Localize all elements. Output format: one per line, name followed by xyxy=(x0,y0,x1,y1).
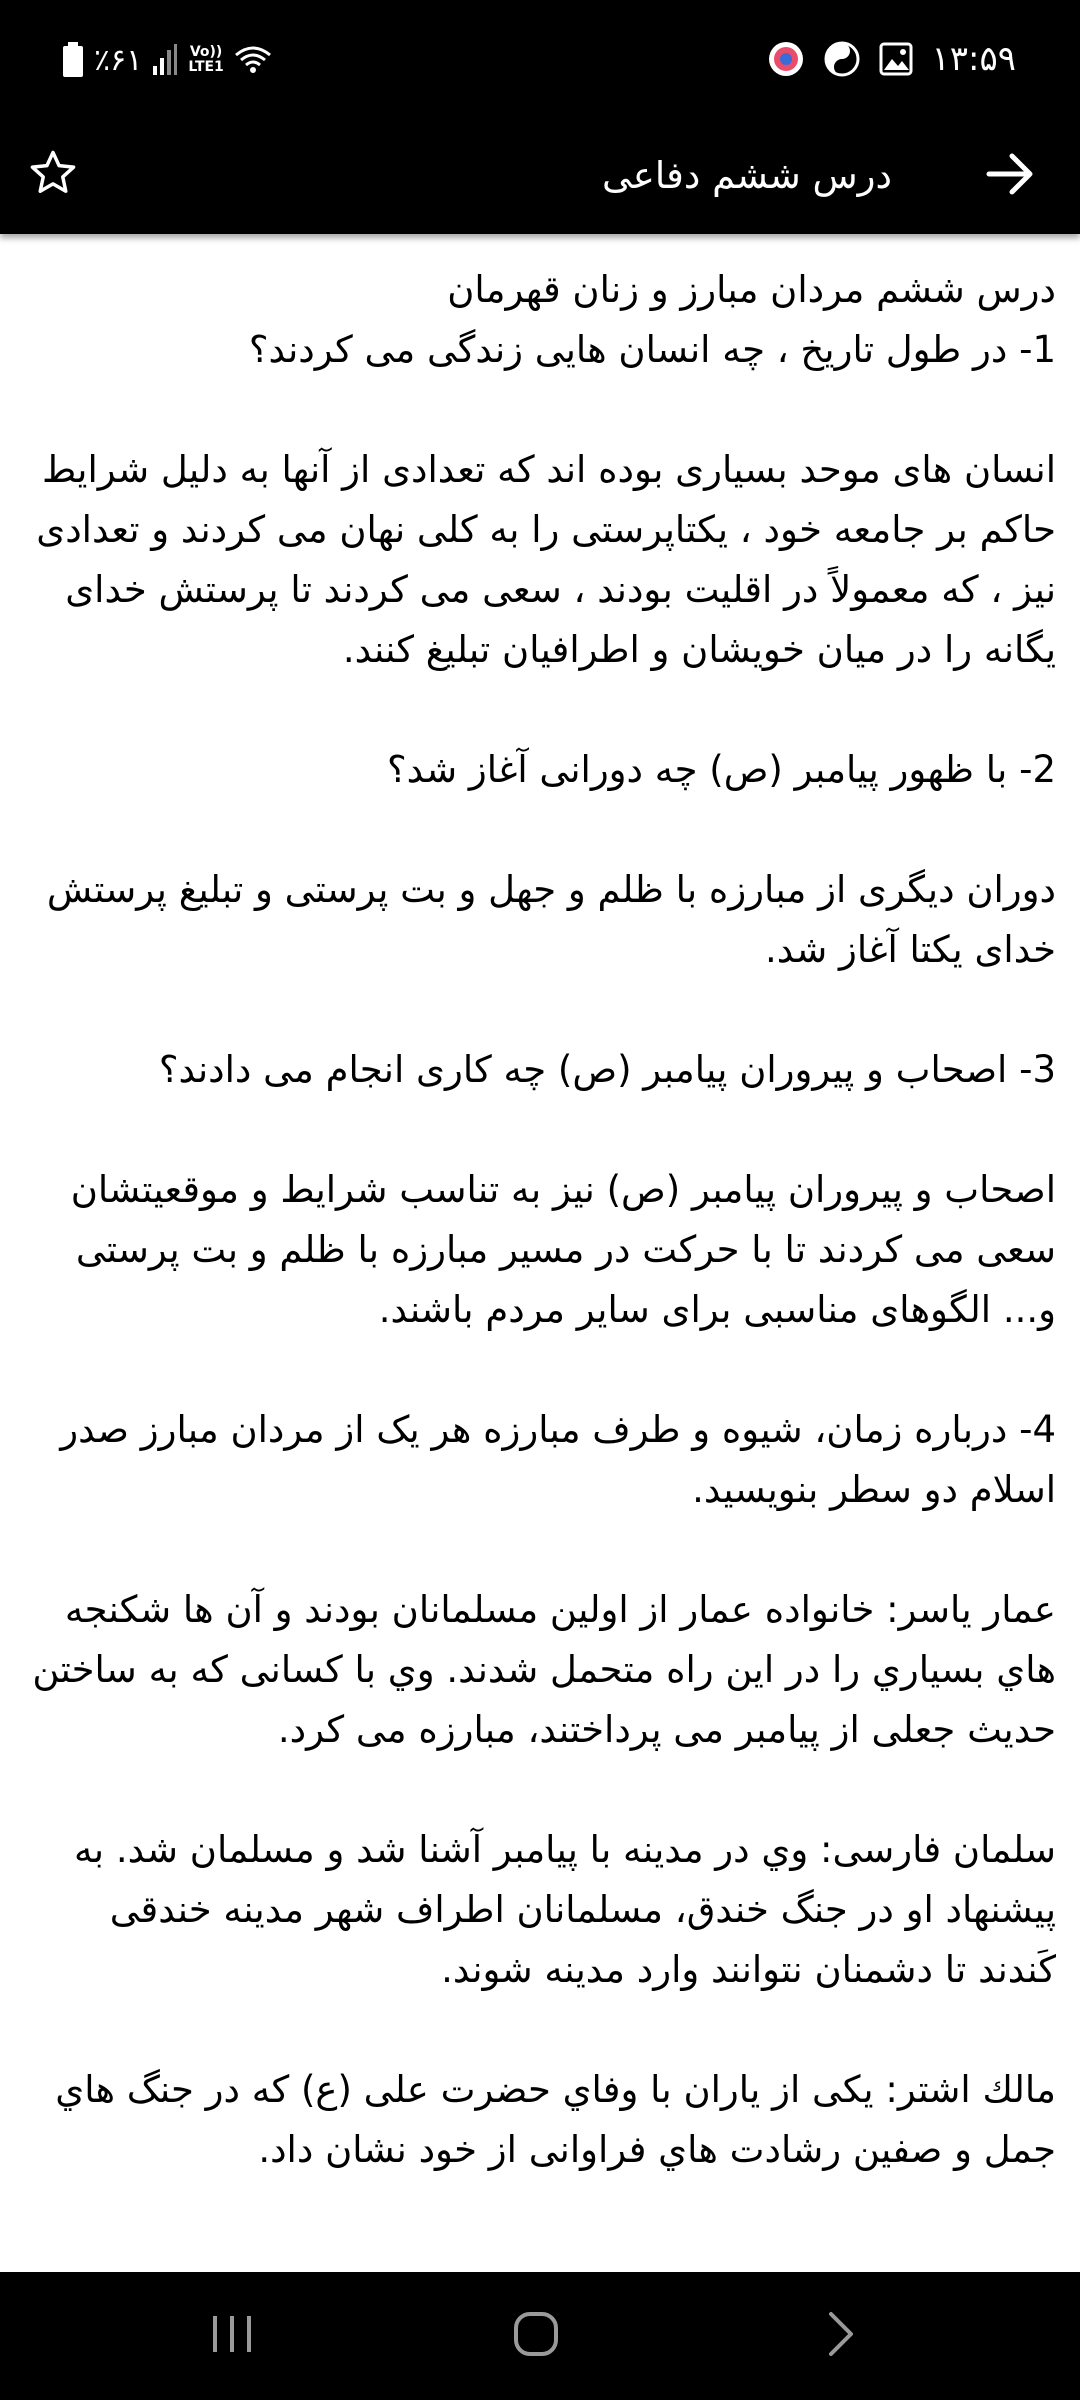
status-right-group xyxy=(767,34,1016,84)
network-label-bottom: LTE1 xyxy=(188,59,224,75)
back-chevron-icon xyxy=(823,2310,857,2362)
spacer xyxy=(22,1340,1056,1400)
recents-icon xyxy=(207,2312,257,2360)
network-label-top: Vo)) xyxy=(189,44,223,60)
vpn-icon xyxy=(823,40,861,78)
answer-3: اصحاب و پیروران پیامبر (ص) نیز به تناسب شرایط و موقعیتشان سعی می کردند تا با حرکت در مسیر مبارزه با ظلم و بت پرستی و... الگوهای مناسبی برای سایر مردم باشند. xyxy=(70,1168,1056,1331)
app-bar xyxy=(0,118,1080,234)
answer-4-salman: سلمان فارسی: وي در مدينه با پيامبر آشنا شد و مسلمان شد. به پيشنهاد او در جنگ خندق، مسلمانان اطراف شهر مدينه خندقی كَندند تا دشمنان نتوانند وارد مدينه شوند. xyxy=(73,1828,1056,1991)
app-notification-icon xyxy=(767,40,805,78)
lesson-heading: درس ششم مردان مبارز و زنان قهرمان xyxy=(447,268,1056,311)
image-icon xyxy=(879,42,913,76)
answer-4-malik: مالك اشتر: يكی از ياران با وفاي حضرت علی (ع) كه در جنگ هاي جمل و صفين رشادت هاي فراوانی از خود نشان داد. xyxy=(55,2068,1056,2171)
answer-1: انسان های موحد بسیاری بوده اند که تعدادی از آنها به دلیل شرایط حاکم بر جامعه خود ، یکتاپرستی را به کلی نهان می کردند و تعدادی نیز ، که معمولاً در اقلیت بودند ، سعی می کردند تا پرستش خدای یگانه را در میان خویشان و اطرافیان تبلیغ کنند. xyxy=(36,448,1056,671)
spacer xyxy=(22,1100,1056,1160)
spacer xyxy=(22,800,1056,860)
status-bar xyxy=(0,0,1080,118)
back-button[interactable] xyxy=(980,146,1040,206)
system-nav-bar xyxy=(0,2272,1080,2400)
question-2: 2- با ظهور پیامبر (ص) چه دورانی آغاز شد؟ xyxy=(387,748,1056,791)
lesson-content[interactable] xyxy=(0,234,1080,2272)
spacer xyxy=(22,2000,1056,2060)
answer-4-ammar: عمار ياسر: خانواده عمار از اولین مسلمانان بودند و آن ها شكنجه هاي بسياري را در اين راه متحمل شدند. وي با كسانی كه به ساختن حديث جعلی از پيامبر می پرداختند، مبارزه می كرد. xyxy=(32,1588,1056,1751)
question-3: 3- اصحاب و پیروران پیامبر (ص) چه کاری انجام می دادند؟ xyxy=(158,1048,1056,1091)
answer-2: دوران دیگری از مبارزه با ظلم و جهل و بت پرستی و تبلیغ پرستش خدای یکتا آغاز شد. xyxy=(46,868,1056,971)
wifi-icon xyxy=(234,45,272,75)
star-outline-icon xyxy=(27,147,79,203)
arrow-right-icon xyxy=(985,151,1035,201)
page-title: درس ششم دفاعی xyxy=(601,154,892,197)
spacer xyxy=(22,380,1056,440)
system-back-button[interactable] xyxy=(800,2296,880,2376)
question-4: 4- درباره زمان، شیوه و طرف مبارزه هر یک از مردان مبارز صدر اسلام دو سطر بنویسید. xyxy=(60,1408,1056,1511)
clock: ۱۳:۵۹ xyxy=(931,39,1016,79)
network-type xyxy=(188,45,223,75)
spacer xyxy=(22,1520,1056,1580)
battery-percentage: ٪۶۱ xyxy=(94,42,143,78)
favorite-button[interactable] xyxy=(24,142,82,208)
home-icon xyxy=(510,2308,562,2364)
spacer xyxy=(22,1760,1056,1820)
signal-icon xyxy=(152,44,178,76)
home-button[interactable] xyxy=(496,2296,576,2376)
spacer xyxy=(22,680,1056,740)
spacer xyxy=(22,980,1056,1040)
status-left-group xyxy=(62,38,272,82)
question-1: 1- در طول تاریخ ، چه انسان هایی زندگی می کردند؟ xyxy=(248,328,1056,371)
battery-icon xyxy=(62,42,84,78)
recents-button[interactable] xyxy=(192,2296,272,2376)
